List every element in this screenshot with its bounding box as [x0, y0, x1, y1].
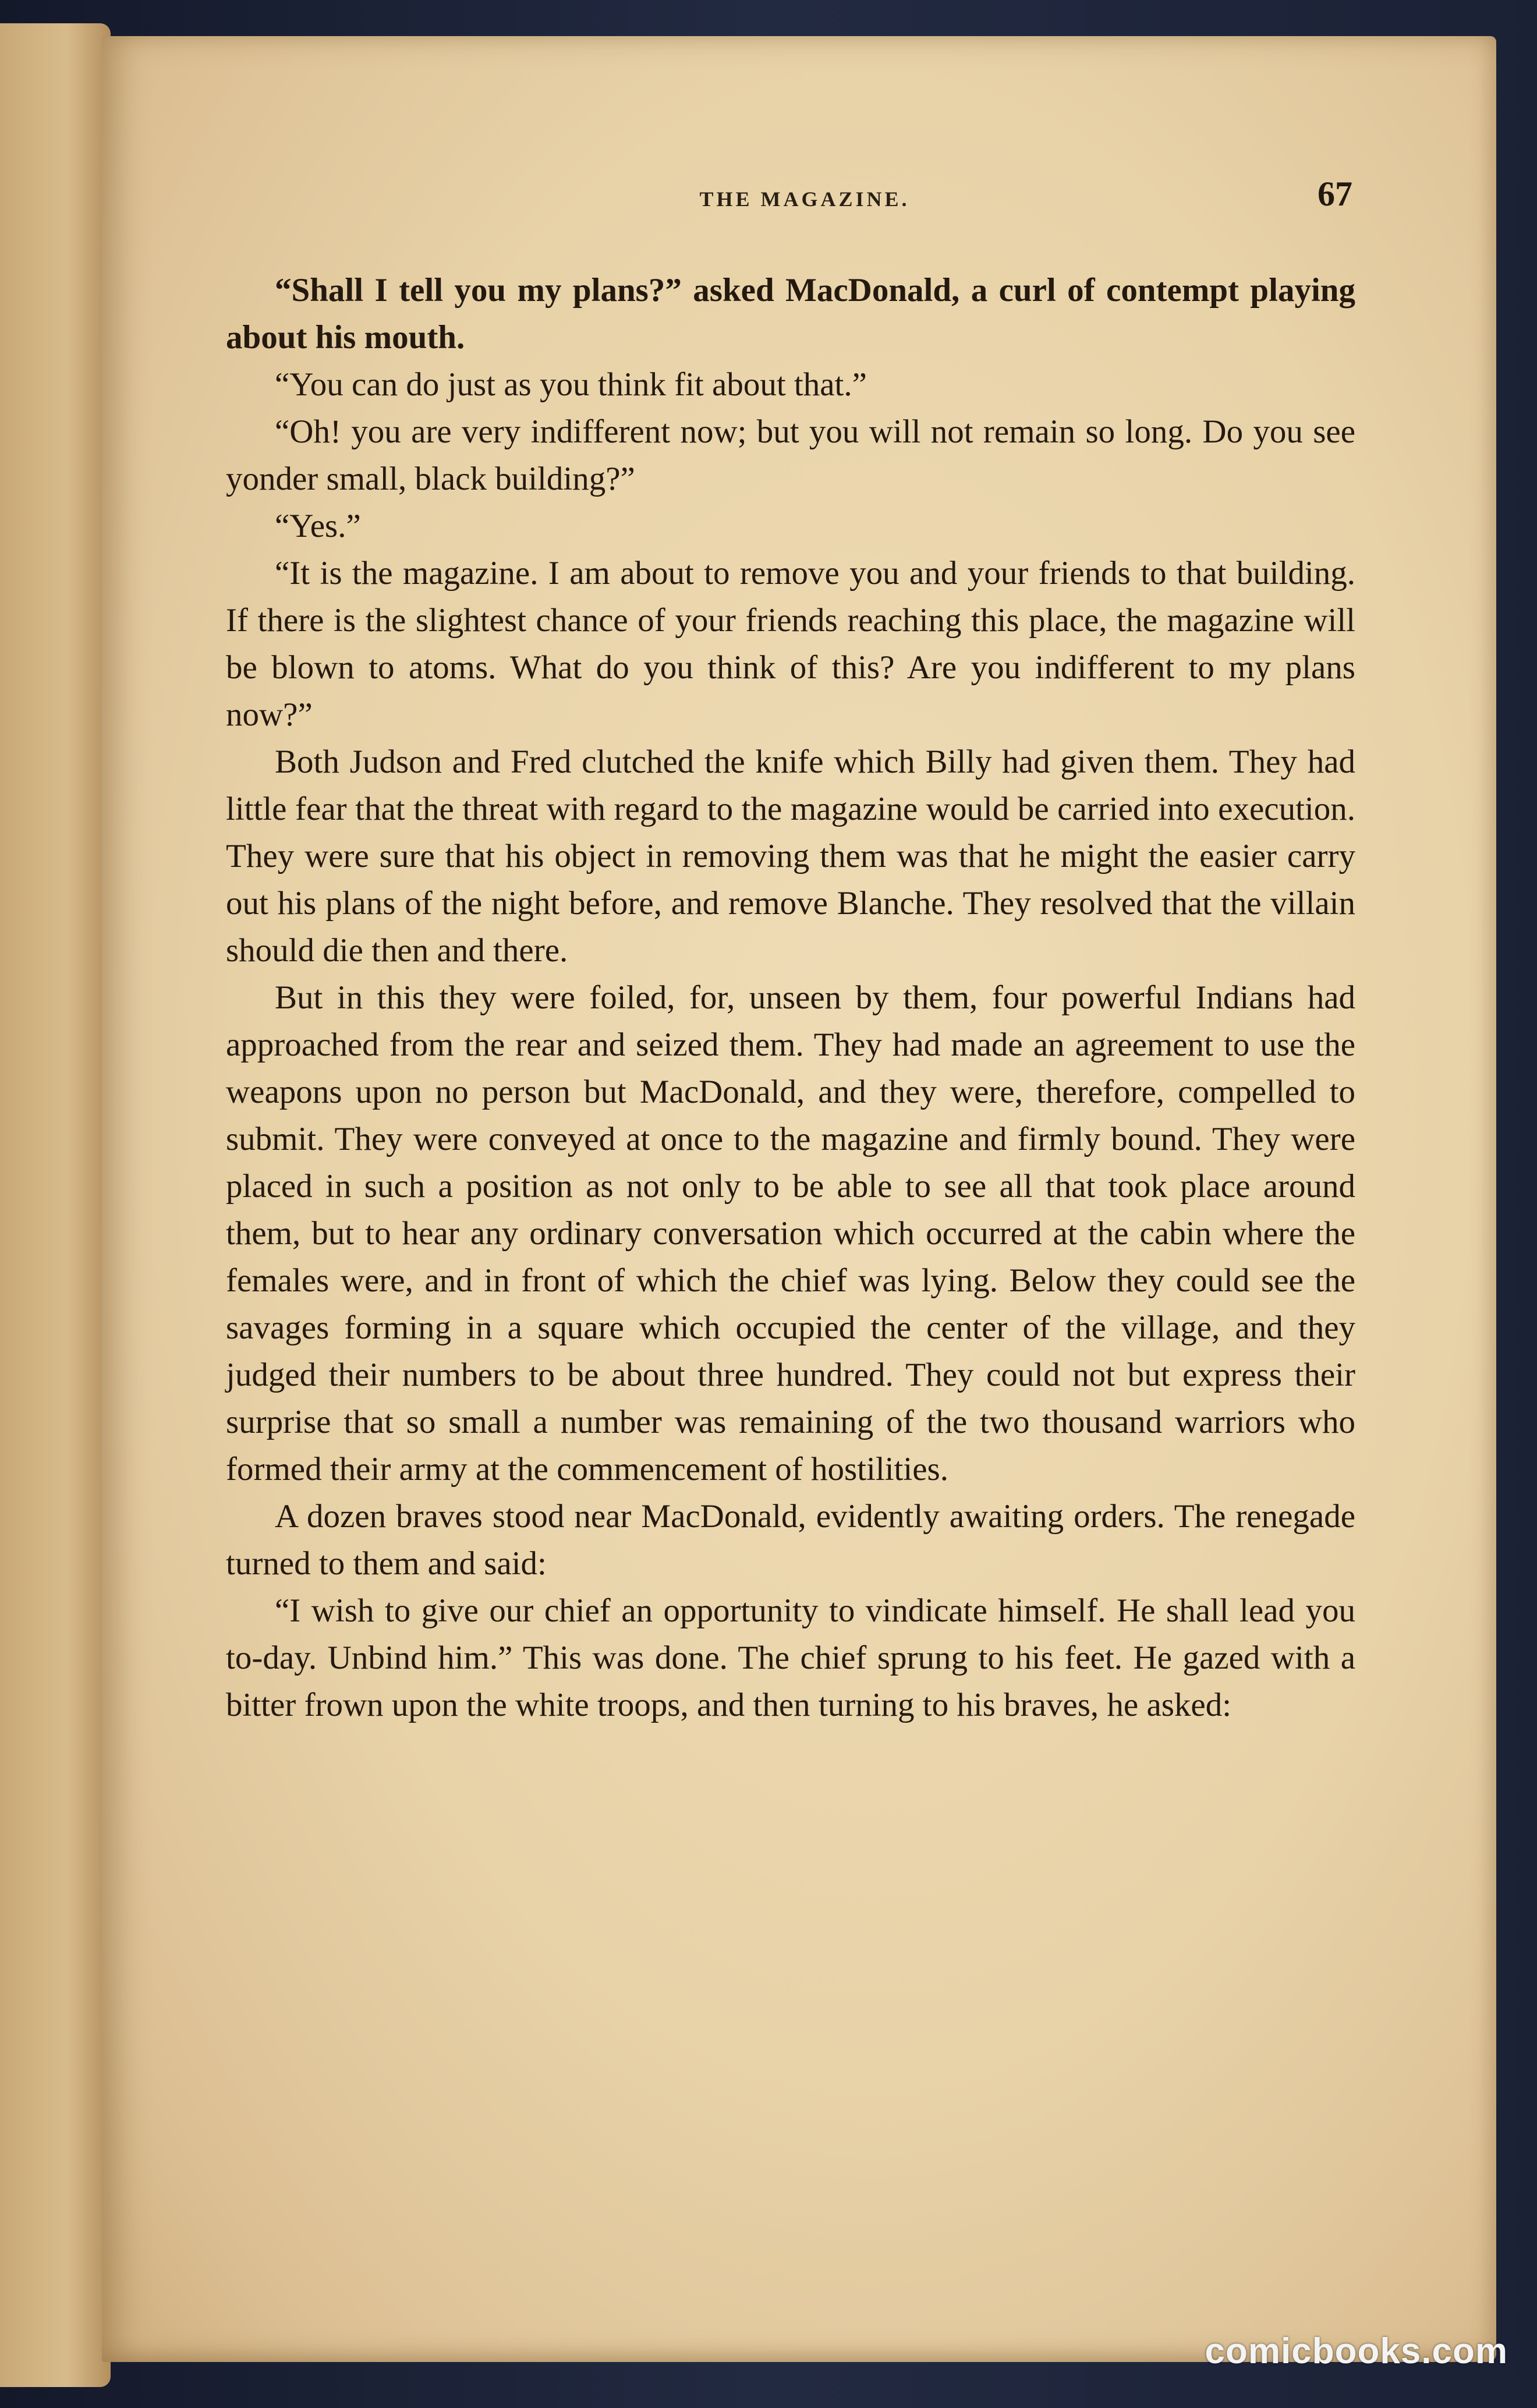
paragraph: “I wish to give our chief an opportunity to vindicate himself. He shall lead you to-day. Unbind him.” This was done. The chief sprung to his feet. He gazed with a bitter frown upon the white troops, and then turning to his braves, he asked:: [226, 1592, 1355, 1723]
paragraph: “It is the magazine. I am about to remove you and your friends to that building. If there is the slightest chance of your friends reaching this place, the magazine will be blown to atoms. What do you think of this? Are you indifferent to my plans now?”: [226, 555, 1355, 733]
site-watermark: comicbooks.com: [1205, 2331, 1508, 2371]
paragraph: But in this they were foiled, for, unseen by them, four powerful Indians had approached from the rear and seized them. They had made an agreement to use the weapons upon no person but MacDonald, and they were, therefore, compelled to submit. They were conveyed at once to the magazine and firmly bound. They were placed in such a position as not only to be able to see all that took place around them, but to hear any ordinary conversation which occurred at the cabin where the females were, and in front of which the chief was lying. Below they could see the savages forming in a square which occupied the center of the village, and they judged their numbers to be about three hundred. They could not but express their surprise that so small a number was remaining of the two thousand warriors who formed their army at the commencement of hostilities.: [226, 979, 1355, 1488]
body-text: [226, 267, 1355, 1729]
paragraph: “Shall I tell you my plans?” asked MacDonald, a curl of contempt playing about his mouth.: [226, 272, 1355, 356]
facing-page-edge: [0, 23, 111, 2387]
paragraph: “You can do just as you think fit about that.”: [275, 366, 867, 403]
running-head: THE MAGAZINE.: [699, 187, 910, 211]
paragraph: “Oh! you are very indifferent now; but you will not remain so long. Do you see yonder small, black building?”: [226, 413, 1355, 497]
page-number: 67: [1318, 174, 1352, 213]
paragraph: “Yes.”: [275, 508, 361, 544]
paragraph: Both Judson and Fred clutched the knife which Billy had given them. They had little fear that the threat with regard to the magazine would be carried into execution. They were sure that his object in removing them was that he might the easier carry out his plans of the night before, and remove Blanche. They resolved that the villain should die then and there.: [226, 743, 1355, 969]
paragraph: A dozen braves stood near MacDonald, evidently awaiting orders. The renegade turned to them and said:: [226, 1498, 1355, 1582]
